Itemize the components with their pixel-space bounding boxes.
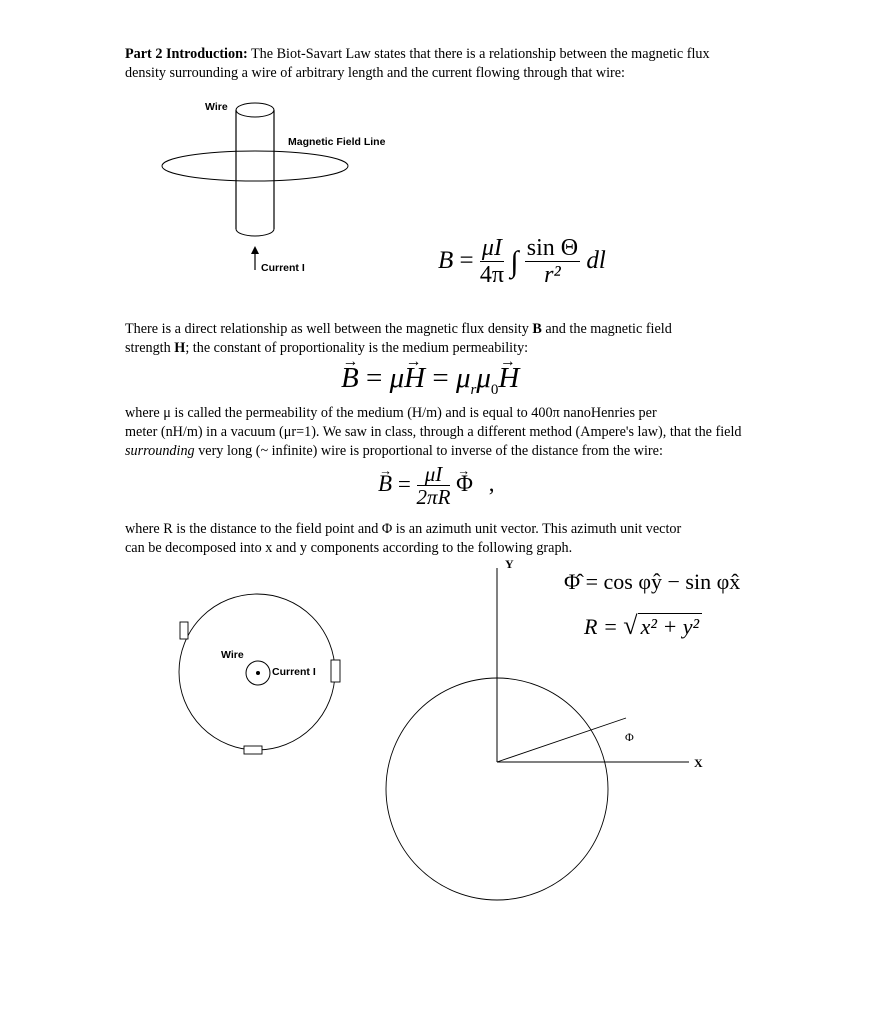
eq1-numerator: μI: [480, 236, 504, 262]
eq3-comma: ,: [488, 471, 495, 497]
para2-line-2: [125, 339, 528, 358]
distance-equation: [584, 611, 702, 641]
para2-H: H: [174, 340, 186, 356]
x-axis-label: X: [694, 756, 703, 770]
compass-bottom: [244, 746, 262, 754]
phi-label: Φ: [625, 730, 634, 744]
para2-B: B: [532, 321, 542, 337]
eq2-equals-2: =: [425, 362, 456, 394]
permeability-equation: [341, 362, 519, 399]
para2-line-2-pre: strength: [125, 340, 175, 356]
eq3-numerator: μI: [417, 463, 451, 486]
current-label: Current I: [261, 262, 305, 274]
current-dot: [256, 671, 260, 675]
wire-top-ellipse: [236, 103, 274, 117]
eq1-fraction: [480, 236, 504, 289]
para2-line-1-post: and the magnetic field: [541, 321, 672, 337]
biot-savart-equation: [438, 236, 606, 289]
eq2-mu: μ: [389, 362, 405, 394]
eq1-lhs: B: [438, 247, 454, 275]
para4-line-1: where R is the distance to the field point and Φ is an azimuth unit vector. This azimuth unit vector: [125, 521, 682, 537]
eq1-equals: =: [459, 247, 474, 275]
compass-right: [331, 660, 340, 682]
eq1-differential: dl: [586, 247, 606, 275]
para3-emphasis: surrounding: [125, 443, 195, 459]
wire-bottom-arc: [236, 229, 274, 236]
para3-line-2: meter (nH/m) in a vacuum (μr=1). We saw in class, through a different method (Ampere's law), that the field: [125, 424, 742, 440]
para2-line-1: [125, 320, 672, 339]
eq1-int-numerator: sin Θ: [526, 235, 579, 261]
y-axis-label: Y: [505, 557, 514, 571]
eq2-equals-1: =: [358, 362, 390, 394]
compass-top-left: [180, 622, 188, 639]
eq2-sub-r: r: [470, 381, 477, 398]
magnetic-field-line: [162, 151, 348, 181]
eq3-unit: → Φ: [456, 471, 473, 497]
eq2-mu-r: μ: [455, 362, 471, 394]
eq3-lhs: → B: [378, 471, 392, 497]
wire-label: Wire: [205, 101, 228, 113]
phi-decomposition-equation: Φ̂ = cos φŷ − sin φx̂: [564, 569, 741, 594]
infinite-wire-equation: [378, 463, 494, 509]
eq2-mu-0: μ: [476, 362, 491, 394]
eq3-denominator: 2πR: [416, 485, 451, 510]
eq2-sub-0: 0: [490, 381, 499, 398]
eq1-integral: ∫: [510, 245, 519, 279]
eq2-B: → B: [341, 362, 359, 395]
current-label-2: Current I: [272, 666, 316, 678]
intro-heading: Part 2 Introduction:: [125, 46, 248, 62]
wire-label-2: Wire: [221, 649, 244, 661]
para3-line-3-rest: very long (~ infinite) wire is proportional to inverse of the distance from the wire:: [194, 443, 663, 459]
para2-line-1-pre: There is a direct relationship as well between the magnetic flux density: [125, 321, 533, 337]
eq3-equals: =: [397, 471, 411, 497]
intro-line-1-text: The Biot-Savart Law states that there is a relationship between the magnetic flux: [247, 46, 710, 62]
eq-r-radicand: x² + y²: [638, 613, 703, 639]
para2-line-2-post: ; the constant of proportionality is the medium permeability:: [185, 340, 529, 356]
sqrt-icon: √: [623, 611, 638, 640]
para3-line-3: [125, 442, 663, 461]
para3-line-1: where μ is called the permeability of the medium (H/m) and is equal to 400π nanoHenries per: [125, 405, 657, 421]
eq1-int-denominator: r²: [544, 262, 561, 289]
phi-vector: [497, 718, 626, 762]
eq1-int-fraction: [525, 236, 580, 289]
eq3-fraction: [417, 463, 451, 509]
eq2-H1: → H: [404, 362, 425, 395]
eq2-H2: → H: [498, 362, 519, 395]
intro-line-2: density surrounding a wire of arbitrary length and the current flowing through that wire:: [125, 65, 625, 81]
field-line-label: Magnetic Field Line: [288, 136, 386, 148]
eq-r-lhs: R =: [584, 614, 624, 639]
para4-line-2: can be decomposed into x and y components according to the following graph.: [125, 540, 573, 556]
eq1-denominator: 4π: [479, 262, 505, 289]
current-arrow-head: [251, 246, 259, 254]
